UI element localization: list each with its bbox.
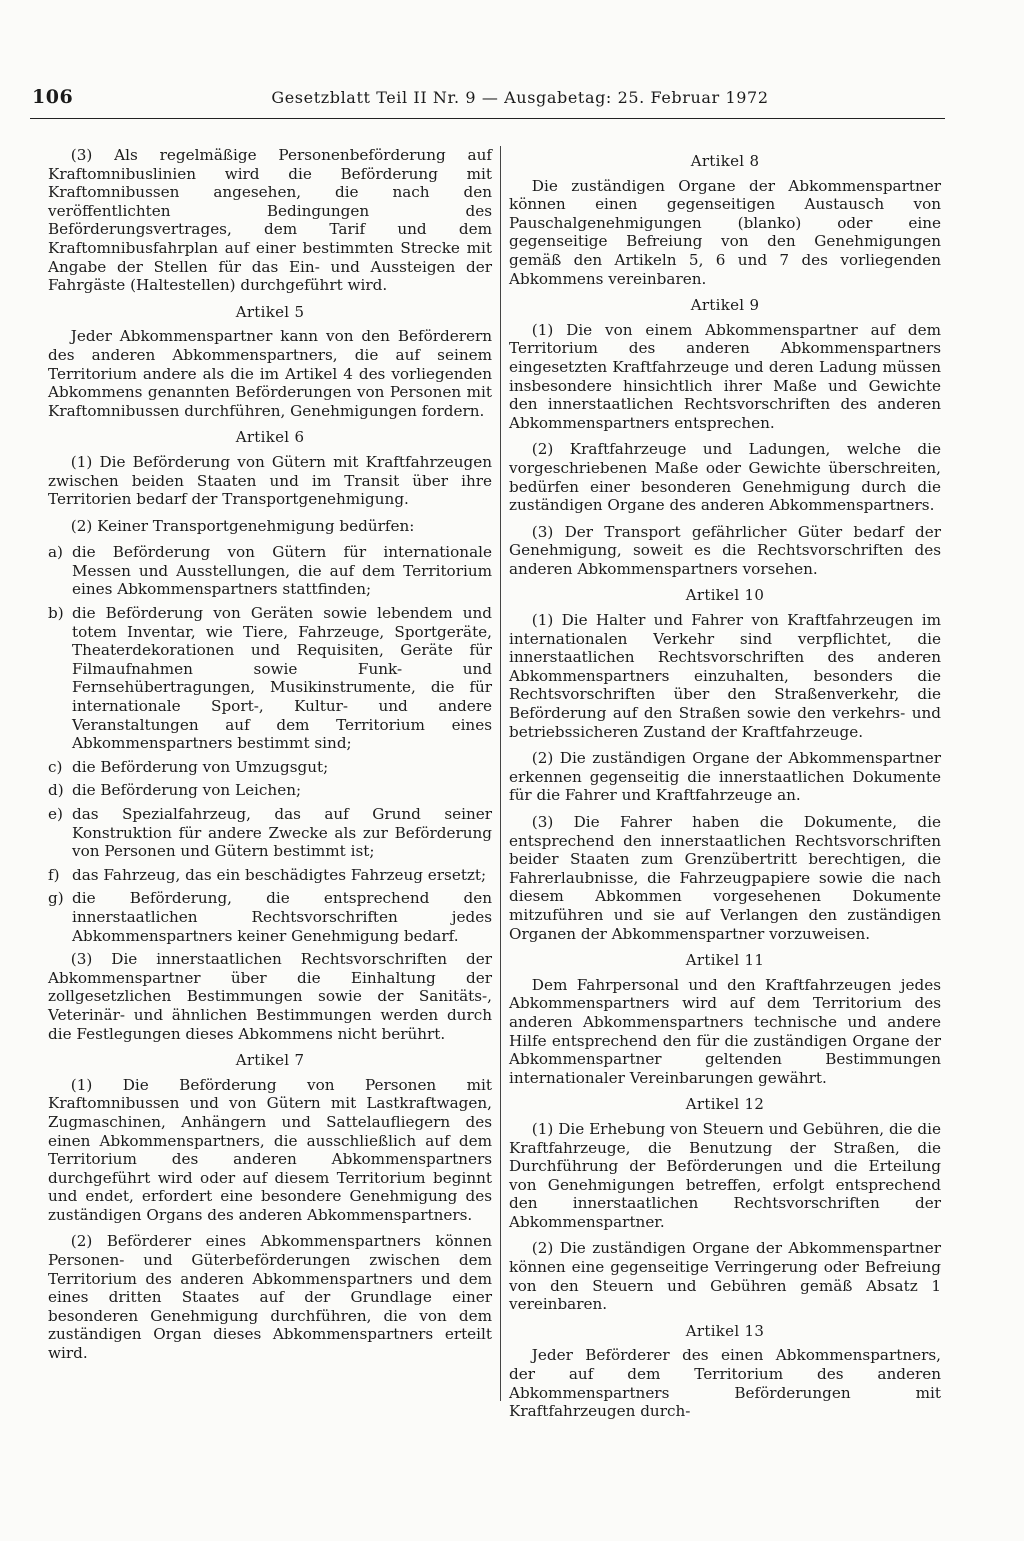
article-11-heading: Artikel 11 (685, 951, 765, 970)
article-12-heading: Artikel 12 (685, 1095, 765, 1114)
article-8-text: Die zuständigen Organe der Abkommenspartner können einen gegenseitigen Austausch von Pauschalgenehmigungen (blanko) oder eine gegenseitige Befreiung von den Genehmigungen gemäß den Artikeln 5, 6 und 7 des vorliegenden Abkommens vereinbaren. (509, 176, 941, 288)
column-divider (500, 146, 501, 1401)
list-item-text: das Spezialfahrzeug, das auf Grund seiner Konstruktion für andere Zwecke als zur Beförderung von Personen und Gütern bestimmt ist; (72, 805, 492, 861)
list-item-marker: a) (48, 543, 63, 562)
page-number: 106 (32, 86, 74, 108)
article-6-heading: Artikel 6 (235, 428, 305, 447)
list-item (48, 543, 492, 599)
article-5-text: Jeder Abkommenspartner kann von den Beförderern des anderen Abkommenspartners, die auf seinem Territorium andere als die im Artikel 4 des vorliegenden Abkommens genannten Beförderungen von Personen mit Kraftomnibussen durchführen, Genehmigungen fordern. (48, 327, 492, 420)
article-6-paragraph-1: (1) Die Beförderung von Gütern mit Kraftfahrzeugen zwischen beiden Staaten und im Transit über ihre Territorien bedarf der Transportgenehmigung. (48, 452, 492, 509)
list-item-marker: d) (48, 781, 64, 800)
article-7-paragraph-2: (2) Beförderer eines Abkommenspartners können Personen- und Güterbeförderungen zwischen dem Territorium des anderen Abkommenspartners und dem eines dritten Staates auf der Grundlage einer besonderen Genehmigung durchführen, die von dem zuständigen Organ dieses Abkommenspartners erteilt wird. (48, 1232, 492, 1363)
list-item (48, 758, 492, 777)
list-item (48, 805, 492, 861)
article-12-paragraph-2: (2) Die zuständigen Organe der Abkommenspartner können eine gegenseitige Verringerung oder Befreiung von den Steuern und Gebühren gemäß Absatz 1 vereinbaren. (509, 1239, 941, 1314)
left-column (48, 146, 492, 1371)
list-item-marker: b) (48, 604, 64, 623)
list-item (48, 781, 492, 800)
article-13-text: Jeder Beförderer des einen Abkommenspartners, der auf dem Territorium des anderen Abkommenspartners Beförderungen mit Kraftfahrzeugen durch- (509, 1346, 941, 1421)
article-10-paragraph-1: (1) Die Halter und Fahrer von Kraftfahrzeugen im internationalen Verkehr sind verpflichtet, die innerstaatlichen Rechtsvorschriften des anderen Abkommenspartners einzuhalten, besonders die Rechtsvorschriften über den Straßenverkehr, die Beförderung auf den Straßen sowie den verkehrs- und betriebssicheren Zustand der Kraftfahrzeuge. (509, 611, 941, 741)
list-item-text: die Beförderung von Leichen; (72, 781, 302, 800)
list-item-marker: f) (48, 865, 60, 884)
article-8-heading: Artikel 8 (690, 152, 760, 170)
list-item-text: die Beförderung, die entsprechend den innerstaatlichen Rechtsvorschriften jedes Abkommenspartners keiner Genehmigung bedarf. (72, 889, 492, 945)
article-10-paragraph-3: (3) Die Fahrer haben die Dokumente, die entsprechend den innerstaatlichen Rechtsvorschriften beider Staaten zum Grenzübertritt berechtigen, die Fahrerlaubnisse, die Fahrzeugpapiere sowie die nach diesem Abkommen vorgesehenen Dokumente mitzuführen und sie auf Verlangen den zuständigen Organen der Abkommenspartner vorzuweisen. (509, 813, 941, 943)
list-item-marker: c) (48, 757, 63, 776)
list-item-text: die Beförderung von Umzugsgut; (72, 757, 329, 776)
list-item-text: die Beförderung von Geräten sowie lebendem und totem Inventar, wie Tiere, Fahrzeuge, Sportgeräte, Theaterdekorationen und Requisiten, Geräte für Filmaufnahmen sowie Funk- und Fernsehübertragungen, Musikinstrumente, die für internationale Sport-, Kultur- und andere Veranstaltungen auf dem Territorium eines Abkommenspartners bestimmt sind; (72, 604, 492, 753)
article-9-paragraph-1: (1) Die von einem Abkommenspartner auf dem Territorium des anderen Abkommenspartners eingesetzten Kraftfahrzeuge und deren Ladung müssen insbesondere hinsichtlich ihrer Maße und Gewichte den innerstaatlichen Rechtsvorschriften des anderen Abkommenspartners entsprechen. (509, 320, 941, 432)
article-7-heading: Artikel 7 (235, 1051, 305, 1070)
list-item-marker: g) (48, 889, 64, 908)
article-9-paragraph-2: (2) Kraftfahrzeuge und Ladungen, welche die vorgeschriebenen Maße oder Gewichte überschreiten, bedürfen einer besonderen Genehmigung durch die zuständigen Organe des anderen Abkommenspartners. (509, 440, 941, 515)
page-title: Gesetzblatt Teil II Nr. 9 — Ausgabetag: 25. Februar 1972 (271, 88, 769, 107)
page-header (30, 86, 945, 119)
article-13-heading: Artikel 13 (685, 1321, 765, 1340)
article-5-heading: Artikel 5 (235, 302, 305, 321)
article-11-text: Dem Fahrpersonal und den Kraftfahrzeugen jedes Abkommenspartners wird auf dem Territorium des anderen Abkommenspartners technische und andere Hilfe entsprechend den für die zuständigen Organe der Abkommenspartner geltenden Bestimmungen internationaler Vereinbarungen gewährt. (509, 975, 941, 1087)
article-7-paragraph-1: (1) Die Beförderung von Personen mit Kraftomnibussen und von Gütern mit Lastkraftwagen, Zugmaschinen, Anhängern und Sattelaufliegern des einen Abkommenspartners, die ausschließlich auf dem Territorium des anderen Abkommenspartners durchgeführt wird oder auf diesem Territorium beginnt und endet, erfordert eine besondere Genehmigung des zuständigen Organs des anderen Abkommenspartners. (48, 1075, 492, 1224)
list-item (48, 866, 492, 885)
list-item (48, 604, 492, 753)
article-9-paragraph-3: (3) Der Transport gefährlicher Güter bedarf der Genehmigung, soweit es die Rechtsvorschriften des anderen Abkommenspartners vorsehen. (509, 522, 941, 578)
list-item (48, 889, 492, 945)
article-4-paragraph-3: (3) Als regelmäßige Personenbeförderung auf Kraftomnibuslinien wird die Beförderung mit Kraftomnibussen angesehen, die nach den veröffentlichten Bedingungen des Beförderungsvertrages, dem Tarif und dem Kraftomnibusfahrplan auf einer bestimmten Strecke mit Angabe der Stellen für das Ein- und Aussteigen der Fahrgäste (Haltestellen) durchgeführt wird. (48, 146, 492, 295)
article-9-heading: Artikel 9 (690, 296, 760, 315)
article-6-paragraph-2: (2) Keiner Transportgenehmigung bedürfen: (70, 516, 415, 535)
article-10-heading: Artikel 10 (685, 586, 765, 605)
right-column (509, 146, 941, 1429)
list-item-text: das Fahrzeug, das ein beschädigtes Fahrzeug ersetzt; (72, 865, 487, 884)
article-10-paragraph-2: (2) Die zuständigen Organe der Abkommenspartner erkennen gegenseitig die innerstaatlichen Dokumente für die Fahrer und Kraftfahrzeuge an. (509, 749, 941, 805)
list-item-marker: e) (48, 805, 63, 823)
article-6-paragraph-3: (3) Die innerstaatlichen Rechtsvorschriften der Abkommenspartner über die Einhaltung der zollgesetzlichen Bestimmungen sowie der Sanitäts-, Veterinär- und ähnlichen Bestimmungen werden durch die Festlegungen dieses Abkommens nicht berührt. (48, 950, 492, 1043)
article-6-list (48, 543, 492, 945)
list-item-text: die Beförderung von Gütern für internationale Messen und Ausstellungen, die auf dem Territorium eines Abkommenspartners stattfinden; (72, 543, 492, 599)
article-12-paragraph-1: (1) Die Erhebung von Steuern und Gebühren, die die Kraftfahrzeuge, die Benutzung der Straßen, die Durchführung der Beförderungen und die Erteilung von Genehmigungen betreffen, erfolgt entsprechend den innerstaatlichen Rechtsvorschriften der Abkommenspartner. (509, 1119, 941, 1231)
